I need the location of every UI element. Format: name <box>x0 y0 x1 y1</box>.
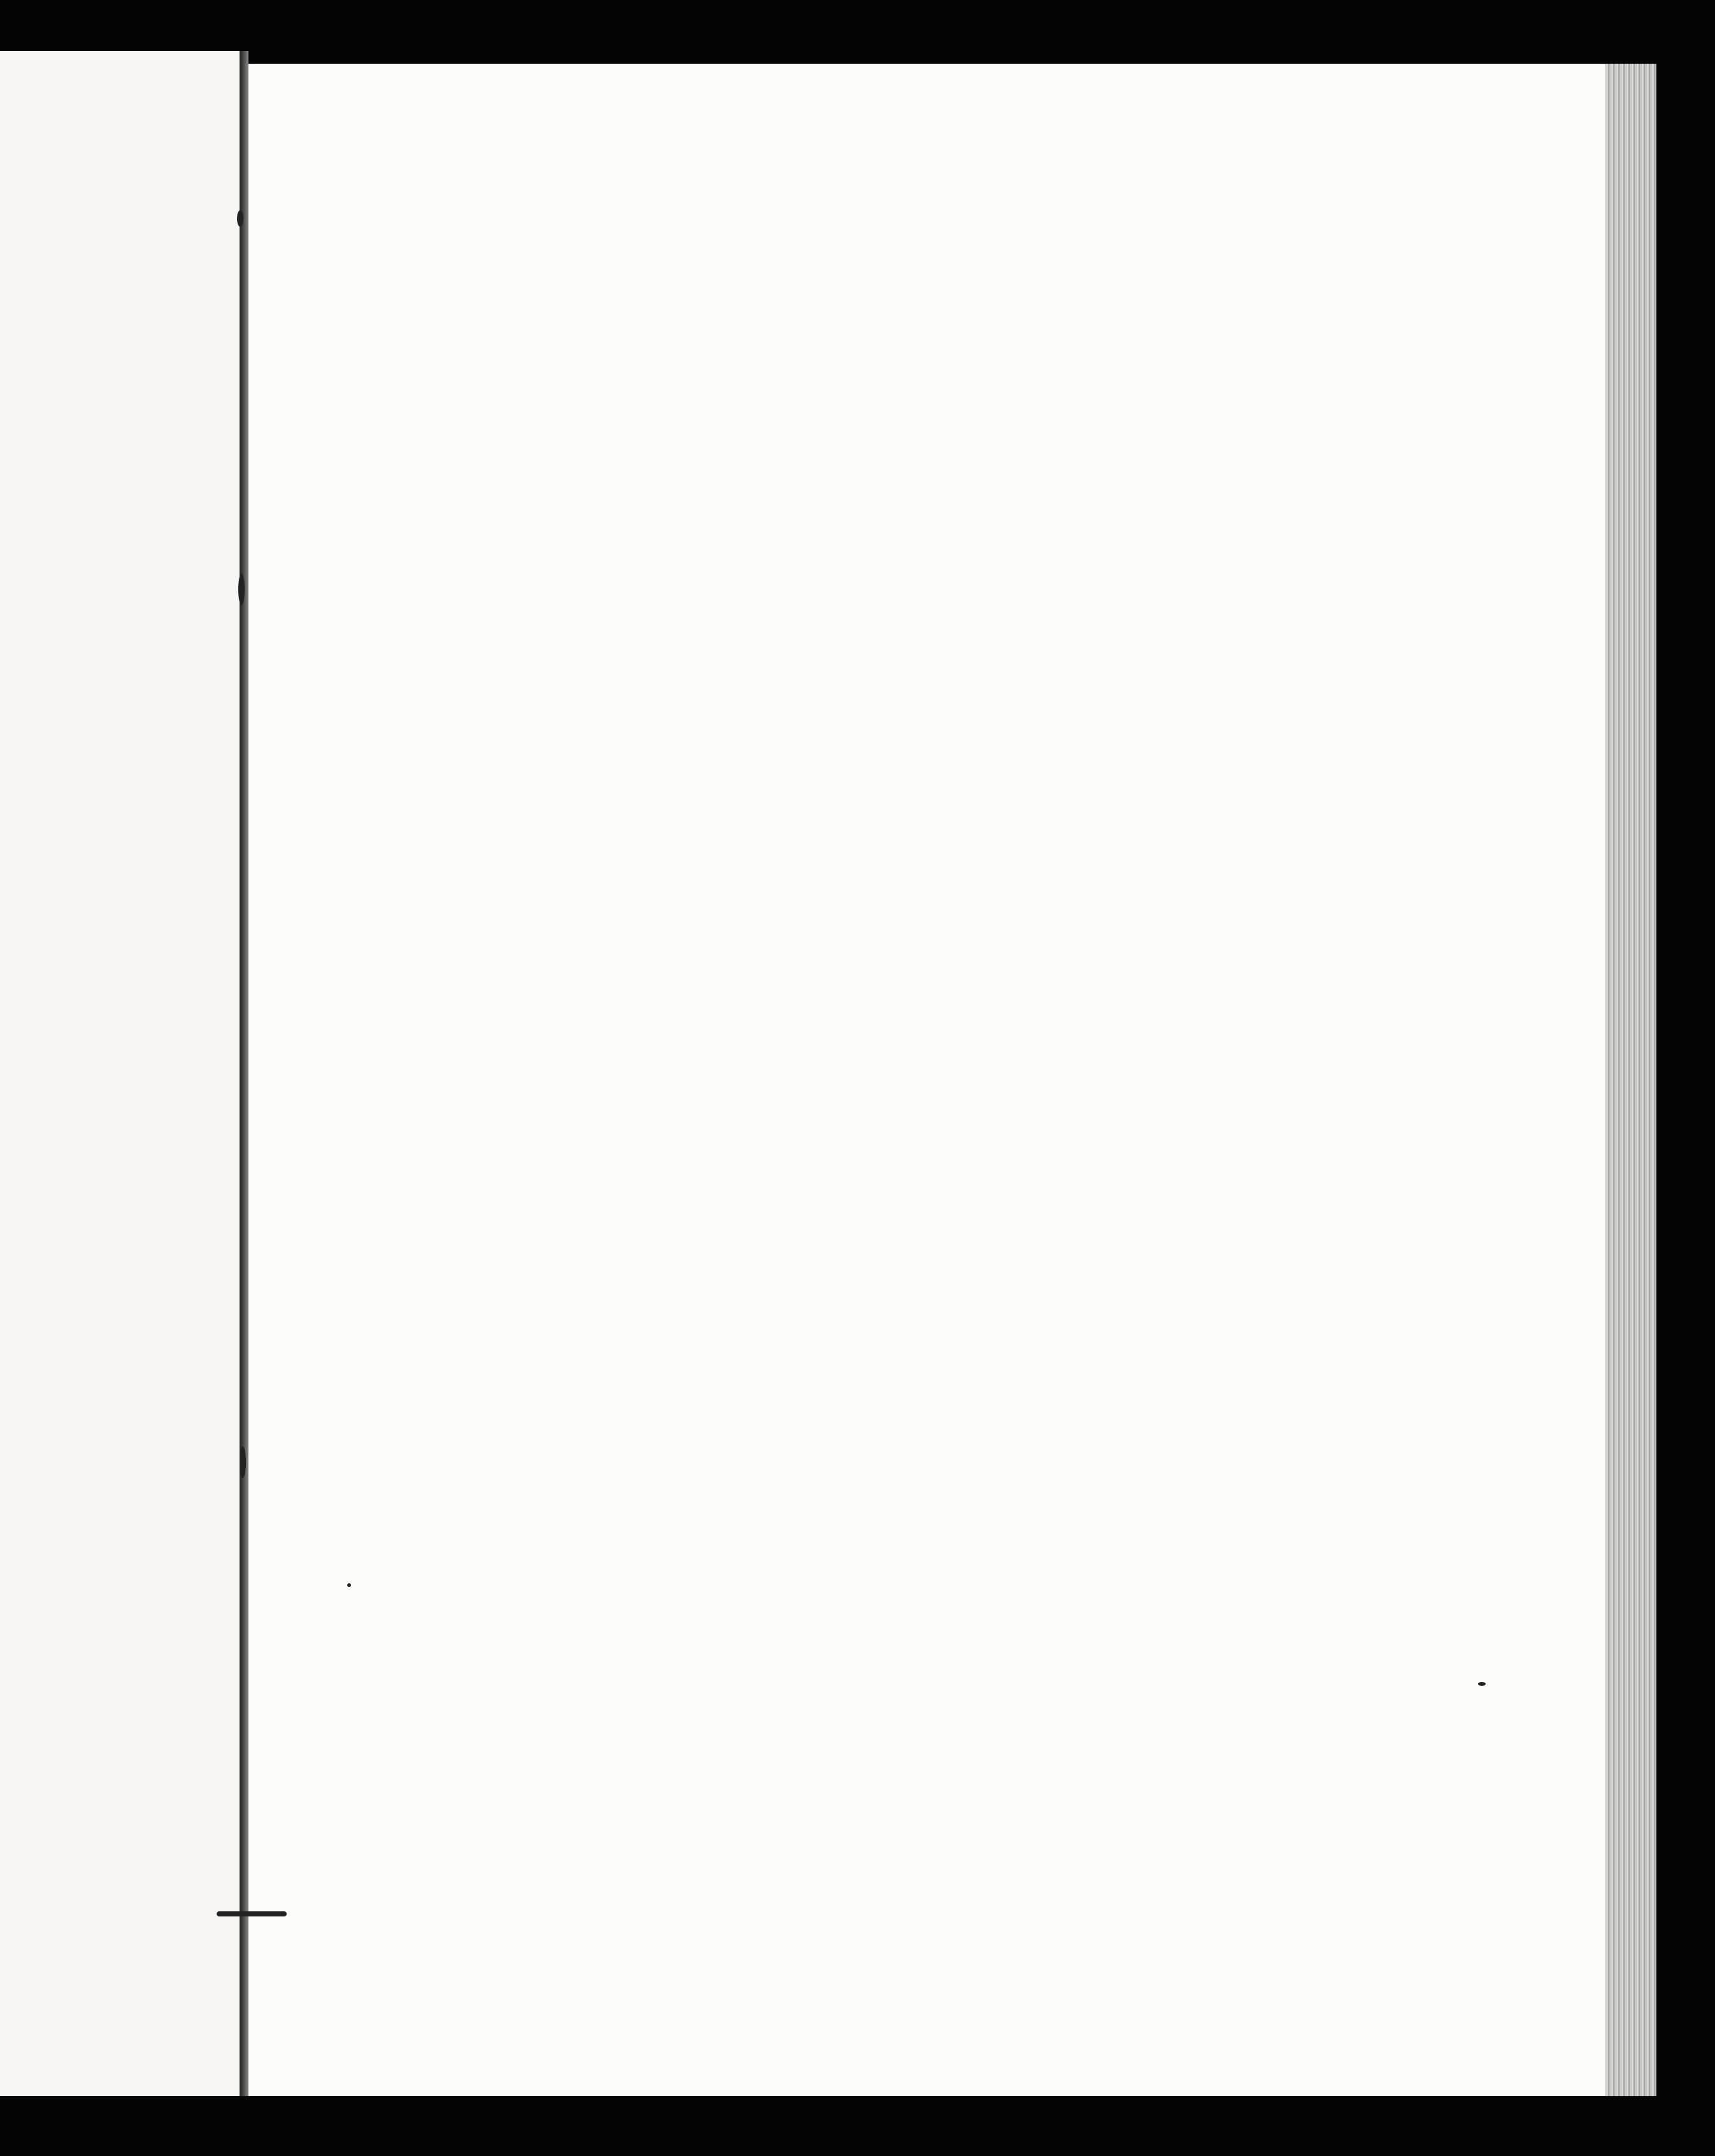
right-page <box>248 64 1605 2096</box>
book-gutter <box>240 51 248 2096</box>
scan-mark <box>347 1583 351 1587</box>
scan-mark <box>240 1446 246 1478</box>
scan-mark <box>237 210 243 227</box>
page-edge-stack <box>1605 64 1656 2096</box>
scan-mark <box>238 573 245 605</box>
scan-mark <box>217 1911 287 1916</box>
left-facing-page <box>0 51 240 2096</box>
scan-mark <box>1478 1682 1486 1686</box>
